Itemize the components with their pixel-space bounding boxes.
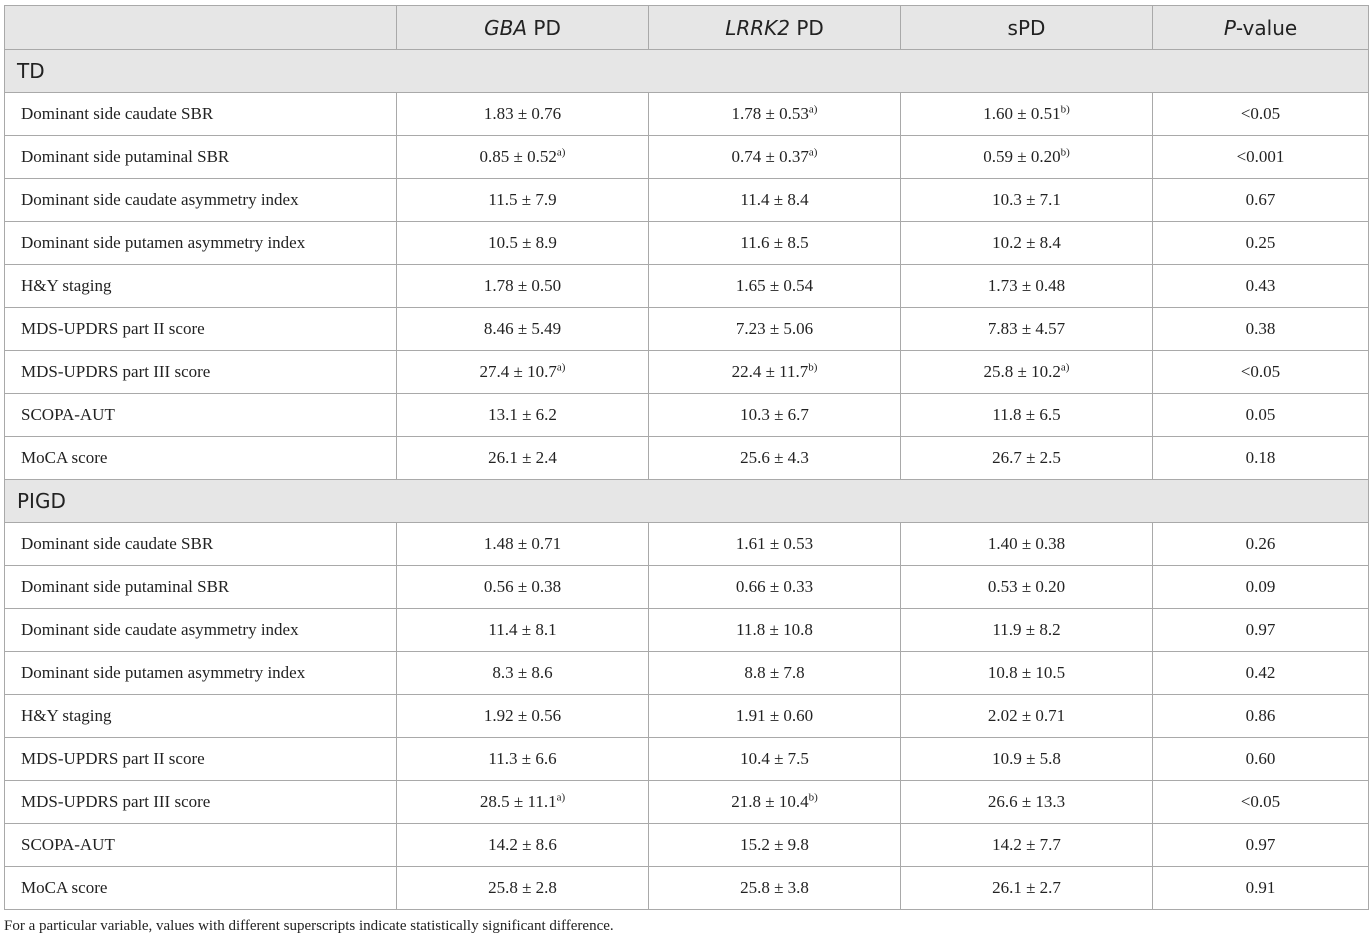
gba-cell-value: 8.3 ± 8.6 — [492, 663, 553, 682]
header-gba-suffix: PD — [527, 15, 561, 40]
row-label: Dominant side caudate SBR — [5, 523, 397, 566]
header-lrrk2-pd — [649, 6, 901, 50]
spd-cell-superscript: b) — [1060, 103, 1070, 116]
row-label: Dominant side caudate asymmetry index — [5, 179, 397, 222]
spd-cell — [901, 394, 1153, 437]
spd-cell-value: 14.2 ± 7.7 — [992, 835, 1061, 854]
header-gba-gene: GBA — [484, 15, 528, 40]
spd-cell — [901, 738, 1153, 781]
gba-cell-value: 1.83 ± 0.76 — [483, 104, 562, 123]
gba-cell-value: 8.46 ± 5.49 — [483, 319, 562, 338]
spd-cell-value: 0.59 ± 0.20 — [983, 147, 1061, 166]
spd-cell — [901, 136, 1153, 179]
lrrk2-cell-value: 10.4 ± 7.5 — [740, 749, 809, 768]
table-row — [5, 222, 1369, 265]
spd-cell-value: 1.73 ± 0.48 — [987, 276, 1066, 295]
lrrk2-cell — [649, 351, 901, 394]
row-label: MDS-UPDRS part III score — [5, 781, 397, 824]
row-label: H&Y staging — [5, 265, 397, 308]
row-label: MDS-UPDRS part II score — [5, 308, 397, 351]
spd-cell — [901, 308, 1153, 351]
row-label: H&Y staging — [5, 695, 397, 738]
p-value-cell: <0.05 — [1153, 781, 1369, 824]
row-label: MoCA score — [5, 867, 397, 910]
lrrk2-cell-value: 0.66 ± 0.33 — [735, 577, 814, 596]
table-row — [5, 609, 1369, 652]
table-row — [5, 824, 1369, 867]
gba-cell — [397, 265, 649, 308]
spd-cell — [901, 523, 1153, 566]
gba-cell — [397, 609, 649, 652]
spd-cell-value: 2.02 ± 0.71 — [987, 706, 1066, 725]
gba-cell — [397, 695, 649, 738]
spd-cell-value: 1.60 ± 0.51 — [983, 104, 1061, 123]
lrrk2-cell — [649, 308, 901, 351]
spd-cell-value: 10.9 ± 5.8 — [992, 749, 1061, 768]
lrrk2-cell — [649, 738, 901, 781]
gba-cell — [397, 394, 649, 437]
header-row — [5, 6, 1369, 50]
gba-cell-value: 27.4 ± 10.7 — [479, 362, 557, 381]
gba-cell-value: 28.5 ± 11.1 — [479, 792, 557, 811]
gba-cell — [397, 136, 649, 179]
section-title: TD — [5, 50, 1369, 93]
gba-cell-value: 11.5 ± 7.9 — [488, 190, 557, 209]
p-value-cell: 0.05 — [1153, 394, 1369, 437]
lrrk2-cell — [649, 652, 901, 695]
table-row — [5, 136, 1369, 179]
spd-cell-value: 26.6 ± 13.3 — [987, 792, 1066, 811]
lrrk2-cell-value: 21.8 ± 10.4 — [731, 792, 809, 811]
lrrk2-cell — [649, 824, 901, 867]
lrrk2-cell — [649, 265, 901, 308]
lrrk2-cell-superscript: a) — [808, 103, 818, 116]
table-body — [5, 50, 1369, 910]
gba-cell — [397, 867, 649, 910]
spd-cell — [901, 609, 1153, 652]
p-value-cell: <0.001 — [1153, 136, 1369, 179]
row-label: MoCA score — [5, 437, 397, 480]
lrrk2-cell-value: 11.6 ± 8.5 — [740, 233, 809, 252]
section-title: PIGD — [5, 480, 1369, 523]
gba-cell-value: 1.48 ± 0.71 — [483, 534, 562, 553]
spd-cell — [901, 652, 1153, 695]
header-variable — [5, 6, 397, 50]
spd-cell — [901, 265, 1153, 308]
p-value-cell: 0.67 — [1153, 179, 1369, 222]
section-header-row — [5, 50, 1369, 93]
lrrk2-cell-value: 1.78 ± 0.53 — [731, 104, 809, 123]
lrrk2-cell-value: 0.74 ± 0.37 — [731, 147, 809, 166]
p-value-cell: 0.86 — [1153, 695, 1369, 738]
gba-cell-value: 1.92 ± 0.56 — [483, 706, 562, 725]
p-value-cell: 0.25 — [1153, 222, 1369, 265]
p-value-cell: 0.60 — [1153, 738, 1369, 781]
lrrk2-cell — [649, 93, 901, 136]
table-row — [5, 566, 1369, 609]
table-row — [5, 351, 1369, 394]
lrrk2-cell-value: 8.8 ± 7.8 — [744, 663, 805, 682]
table-row — [5, 308, 1369, 351]
row-label: MDS-UPDRS part II score — [5, 738, 397, 781]
spd-cell-superscript: a) — [1060, 361, 1070, 374]
table-row — [5, 738, 1369, 781]
spd-cell — [901, 695, 1153, 738]
gba-cell-value: 26.1 ± 2.4 — [488, 448, 557, 467]
gba-cell-value: 25.8 ± 2.8 — [488, 878, 557, 897]
row-label: Dominant side caudate SBR — [5, 93, 397, 136]
spd-cell-value: 25.8 ± 10.2 — [983, 362, 1061, 381]
p-value-cell: 0.43 — [1153, 265, 1369, 308]
section-header-row — [5, 480, 1369, 523]
p-value-cell: 0.18 — [1153, 437, 1369, 480]
lrrk2-cell-value: 22.4 ± 11.7 — [731, 362, 809, 381]
spd-cell-value: 7.83 ± 4.57 — [987, 319, 1066, 338]
spd-cell — [901, 867, 1153, 910]
header-p-letter: P — [1223, 15, 1236, 40]
table-row — [5, 781, 1369, 824]
table-row — [5, 695, 1369, 738]
lrrk2-cell — [649, 566, 901, 609]
lrrk2-cell-value: 7.23 ± 5.06 — [735, 319, 814, 338]
row-label: Dominant side putamen asymmetry index — [5, 652, 397, 695]
lrrk2-cell-value: 25.8 ± 3.8 — [740, 878, 809, 897]
lrrk2-cell-value: 1.61 ± 0.53 — [735, 534, 814, 553]
lrrk2-cell — [649, 781, 901, 824]
row-label: SCOPA-AUT — [5, 824, 397, 867]
row-label: Dominant side caudate asymmetry index — [5, 609, 397, 652]
table-row — [5, 265, 1369, 308]
p-value-cell: 0.38 — [1153, 308, 1369, 351]
spd-cell — [901, 437, 1153, 480]
lrrk2-cell-value: 10.3 ± 6.7 — [740, 405, 809, 424]
gba-cell-value: 10.5 ± 8.9 — [488, 233, 557, 252]
row-label: Dominant side putaminal SBR — [5, 136, 397, 179]
gba-cell — [397, 179, 649, 222]
spd-cell-value: 26.7 ± 2.5 — [992, 448, 1061, 467]
lrrk2-cell-value: 25.6 ± 4.3 — [740, 448, 809, 467]
gba-cell — [397, 351, 649, 394]
gba-cell — [397, 824, 649, 867]
spd-cell — [901, 179, 1153, 222]
table-figure — [4, 5, 1368, 935]
p-value-cell: 0.97 — [1153, 824, 1369, 867]
p-value-cell: 0.09 — [1153, 566, 1369, 609]
table-row — [5, 179, 1369, 222]
lrrk2-cell — [649, 695, 901, 738]
spd-cell — [901, 222, 1153, 265]
lrrk2-cell — [649, 609, 901, 652]
lrrk2-cell-value: 15.2 ± 9.8 — [740, 835, 809, 854]
spd-cell-value: 10.8 ± 10.5 — [987, 663, 1066, 682]
lrrk2-cell — [649, 394, 901, 437]
spd-cell — [901, 351, 1153, 394]
p-value-cell: <0.05 — [1153, 351, 1369, 394]
gba-cell-value: 0.85 ± 0.52 — [479, 147, 557, 166]
spd-cell — [901, 93, 1153, 136]
gba-cell — [397, 781, 649, 824]
table-row — [5, 652, 1369, 695]
gba-cell-value: 13.1 ± 6.2 — [488, 405, 557, 424]
table-header — [5, 6, 1369, 50]
gba-cell-value: 11.4 ± 8.1 — [488, 620, 557, 639]
gba-cell — [397, 222, 649, 265]
spd-cell-value: 11.8 ± 6.5 — [992, 405, 1061, 424]
lrrk2-cell — [649, 222, 901, 265]
spd-cell-value: 10.3 ± 7.1 — [992, 190, 1061, 209]
lrrk2-cell — [649, 437, 901, 480]
gba-cell-superscript: a) — [556, 146, 566, 159]
spd-cell-superscript: b) — [1060, 146, 1070, 159]
spd-cell-value: 0.53 ± 0.20 — [987, 577, 1066, 596]
lrrk2-cell — [649, 867, 901, 910]
row-label: SCOPA-AUT — [5, 394, 397, 437]
row-label: Dominant side putaminal SBR — [5, 566, 397, 609]
header-p-suffix: -value — [1235, 15, 1298, 40]
lrrk2-cell — [649, 523, 901, 566]
header-gba-pd — [397, 6, 649, 50]
row-label: MDS-UPDRS part III score — [5, 351, 397, 394]
gba-cell — [397, 652, 649, 695]
header-lrrk2-gene: LRRK2 — [725, 15, 790, 40]
lrrk2-cell-value: 11.8 ± 10.8 — [736, 620, 813, 639]
p-value-cell: 0.97 — [1153, 609, 1369, 652]
lrrk2-cell-superscript: a) — [808, 146, 818, 159]
gba-cell — [397, 566, 649, 609]
p-value-cell: 0.91 — [1153, 867, 1369, 910]
gba-cell-value: 14.2 ± 8.6 — [488, 835, 557, 854]
spd-cell — [901, 566, 1153, 609]
spd-cell-value: 26.1 ± 2.7 — [992, 878, 1061, 897]
gba-cell-value: 11.3 ± 6.6 — [488, 749, 557, 768]
gba-cell-value: 0.56 ± 0.38 — [483, 577, 562, 596]
lrrk2-cell-superscript: b) — [808, 361, 818, 374]
spd-cell-value: 11.9 ± 8.2 — [992, 620, 1061, 639]
table-row — [5, 93, 1369, 136]
lrrk2-cell-value: 1.91 ± 0.60 — [735, 706, 814, 725]
lrrk2-cell-value: 11.4 ± 8.4 — [740, 190, 809, 209]
p-value-cell: 0.26 — [1153, 523, 1369, 566]
results-table — [4, 5, 1369, 910]
spd-cell-value: 1.40 ± 0.38 — [987, 534, 1066, 553]
spd-cell-value: 10.2 ± 8.4 — [992, 233, 1061, 252]
gba-cell — [397, 523, 649, 566]
table-row — [5, 867, 1369, 910]
table-row — [5, 437, 1369, 480]
gba-cell-superscript: a) — [556, 791, 566, 804]
table-row — [5, 523, 1369, 566]
lrrk2-cell — [649, 179, 901, 222]
table-footnote: For a particular variable, values with different superscripts indicate statistically significant difference. — [4, 918, 614, 934]
gba-cell — [397, 93, 649, 136]
header-lrrk2-suffix: PD — [789, 15, 824, 40]
p-value-cell: <0.05 — [1153, 93, 1369, 136]
header-spd: sPD — [901, 6, 1153, 50]
gba-cell — [397, 738, 649, 781]
spd-cell — [901, 824, 1153, 867]
table-row — [5, 394, 1369, 437]
p-value-cell: 0.42 — [1153, 652, 1369, 695]
gba-cell-superscript: a) — [556, 361, 566, 374]
spd-cell — [901, 781, 1153, 824]
lrrk2-cell — [649, 136, 901, 179]
lrrk2-cell-value: 1.65 ± 0.54 — [735, 276, 814, 295]
gba-cell — [397, 437, 649, 480]
header-p-value — [1153, 6, 1369, 50]
lrrk2-cell-superscript: b) — [808, 791, 818, 804]
gba-cell — [397, 308, 649, 351]
row-label: Dominant side putamen asymmetry index — [5, 222, 397, 265]
gba-cell-value: 1.78 ± 0.50 — [483, 276, 562, 295]
